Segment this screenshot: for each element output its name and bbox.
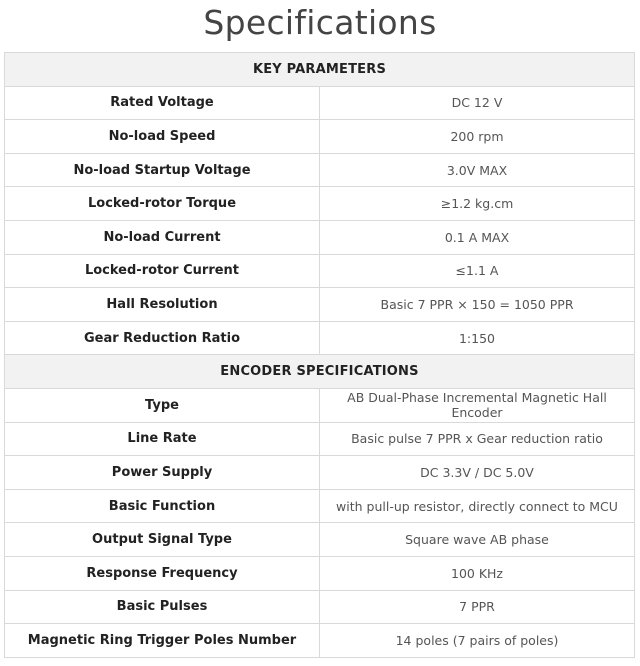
row-label: Hall Resolution [5,288,320,322]
row-value: AB Dual-Phase Incremental Magnetic Hall Encoder [320,388,635,422]
section-header-row [5,53,635,87]
table-row [5,556,635,590]
row-value: 0.1 A MAX [320,220,635,254]
table-row [5,422,635,456]
row-label: Locked-rotor Torque [5,187,320,221]
row-label: Output Signal Type [5,523,320,557]
row-label: No-load Speed [5,120,320,154]
table-row [5,187,635,221]
row-label: Gear Reduction Ratio [5,321,320,355]
specifications-table [4,52,635,658]
row-value: ≥1.2 kg.cm [320,187,635,221]
row-label: No-load Current [5,220,320,254]
row-value: Basic pulse 7 PPR x Gear reduction ratio [320,422,635,456]
table-row [5,590,635,624]
row-value: 7 PPR [320,590,635,624]
row-value: Square wave AB phase [320,523,635,557]
page-title: Specifications [203,3,437,42]
row-value: 14 poles (7 pairs of poles) [320,624,635,658]
section-heading-key-parameters: KEY PARAMETERS [5,53,635,87]
row-value: 3.0V MAX [320,153,635,187]
row-value: Basic 7 PPR × 150 = 1050 PPR [320,288,635,322]
row-value: DC 12 V [320,86,635,120]
table-row [5,456,635,490]
row-label: Response Frequency [5,556,320,590]
table-row [5,288,635,322]
table-row [5,388,635,422]
table-row [5,86,635,120]
table-row [5,153,635,187]
row-value: 100 KHz [320,556,635,590]
table-row [5,220,635,254]
row-value: ≤1.1 A [320,254,635,288]
table-row [5,523,635,557]
row-value: with pull-up resistor, directly connect to MCU [320,489,635,523]
section-header-row [5,355,635,389]
row-label: Basic Pulses [5,590,320,624]
row-label: Basic Function [5,489,320,523]
table-row [5,489,635,523]
row-label: Rated Voltage [5,86,320,120]
table-row [5,254,635,288]
section-heading-encoder-specifications: ENCODER SPECIFICATIONS [5,355,635,389]
row-value: DC 3.3V / DC 5.0V [320,456,635,490]
row-label: Type [5,388,320,422]
row-label: Magnetic Ring Trigger Poles Number [5,624,320,658]
table-row [5,321,635,355]
table-row [5,120,635,154]
row-label: No-load Startup Voltage [5,153,320,187]
table-row [5,624,635,658]
row-value: 1:150 [320,321,635,355]
row-label: Locked-rotor Current [5,254,320,288]
row-label: Line Rate [5,422,320,456]
row-label: Power Supply [5,456,320,490]
row-value: 200 rpm [320,120,635,154]
